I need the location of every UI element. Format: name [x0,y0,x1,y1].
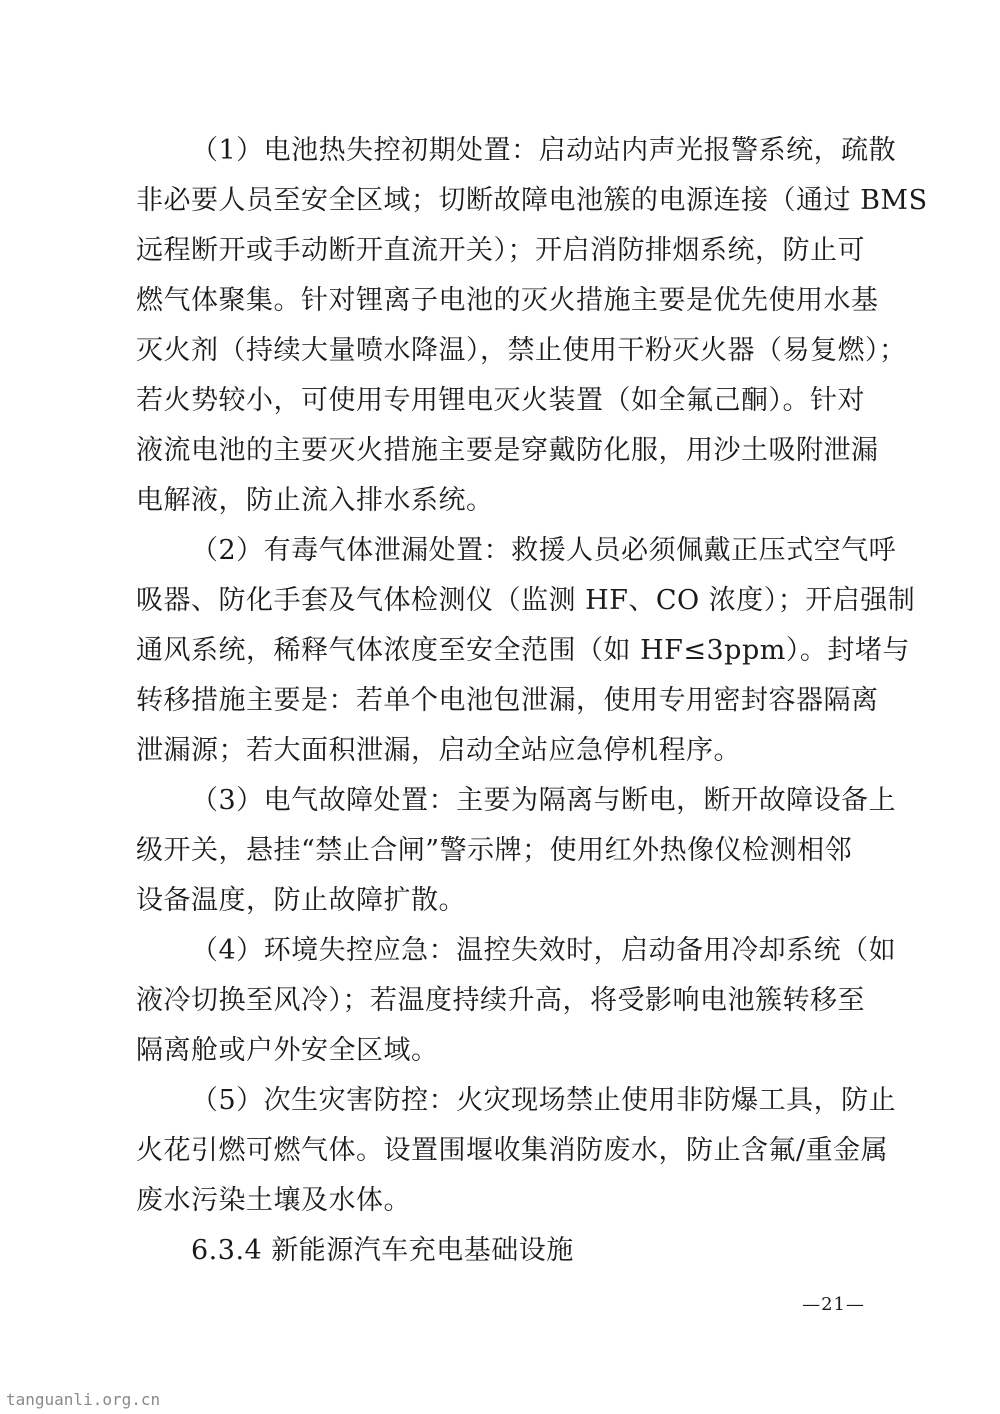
paragraph-line: 液流电池的主要灭火措施主要是穿戴防化服，用沙土吸附泄漏 [136,435,879,466]
paragraph-line: （2）有毒气体泄漏处置：救援人员必须佩戴正压式空气呼 [191,535,897,566]
paragraph-line: 设备温度，防止故障扩散。 [136,885,466,916]
paragraph-line: （5）次生灾害防控：火灾现场禁止使用非防爆工具，防止 [191,1085,897,1116]
paragraph-line: 泄漏源；若大面积泄漏，启动全站应急停机程序。 [136,735,741,766]
paragraph-line: 通风系统，稀释气体浓度至安全范围（如 HF≤3ppm）。封堵与 [136,635,910,666]
paragraph-line: 转移措施主要是：若单个电池包泄漏，使用专用密封容器隔离 [136,685,879,716]
paragraph-line: （3）电气故障处置：主要为隔离与断电，断开故障设备上 [191,785,897,816]
paragraph-line: 非必要人员至安全区域；切断故障电池簇的电源连接（通过 BMS [136,185,928,216]
paragraph-line: 远程断开或手动断开直流开关）；开启消防排烟系统，防止可 [136,235,865,266]
paragraph-line: （1）电池热失控初期处置：启动站内声光报警系统，疏散 [191,135,897,166]
section-heading: 6.3.4 新能源汽车充电基础设施 [191,1235,574,1266]
paragraph-line: 燃气体聚集。针对锂离子电池的灭火措施主要是优先使用水基 [136,285,879,316]
paragraph-line: 级开关，悬挂“禁止合闸”警示牌；使用红外热像仪检测相邻 [136,835,853,866]
paragraph-line: （4）环境失控应急：温控失效时，启动备用冷却系统（如 [191,935,897,966]
page-number: —21— [802,1294,865,1315]
paragraph-line: 废水污染土壤及水体。 [136,1185,411,1216]
watermark: tanguanli.org.cn [6,1390,161,1409]
paragraph-line: 若火势较小，可使用专用锂电灭火装置（如全氟己酮）。针对 [136,385,865,416]
paragraph-line: 吸器、防化手套及气体检测仪（监测 HF、CO 浓度）；开启强制 [136,585,916,616]
paragraph-line: 火花引燃可燃气体。设置围堰收集消防废水，防止含氟/重金属 [136,1135,889,1166]
paragraph-line: 电解液，防止流入排水系统。 [136,485,494,516]
paragraph-line: 液冷切换至风冷）；若温度持续升高，将受影响电池簇转移至 [136,985,865,1016]
paragraph-line: 隔离舱或户外安全区域。 [136,1035,439,1066]
paragraph-line: 灭火剂（持续大量喷水降温），禁止使用干粉灭火器（易复燃）； [136,335,907,366]
